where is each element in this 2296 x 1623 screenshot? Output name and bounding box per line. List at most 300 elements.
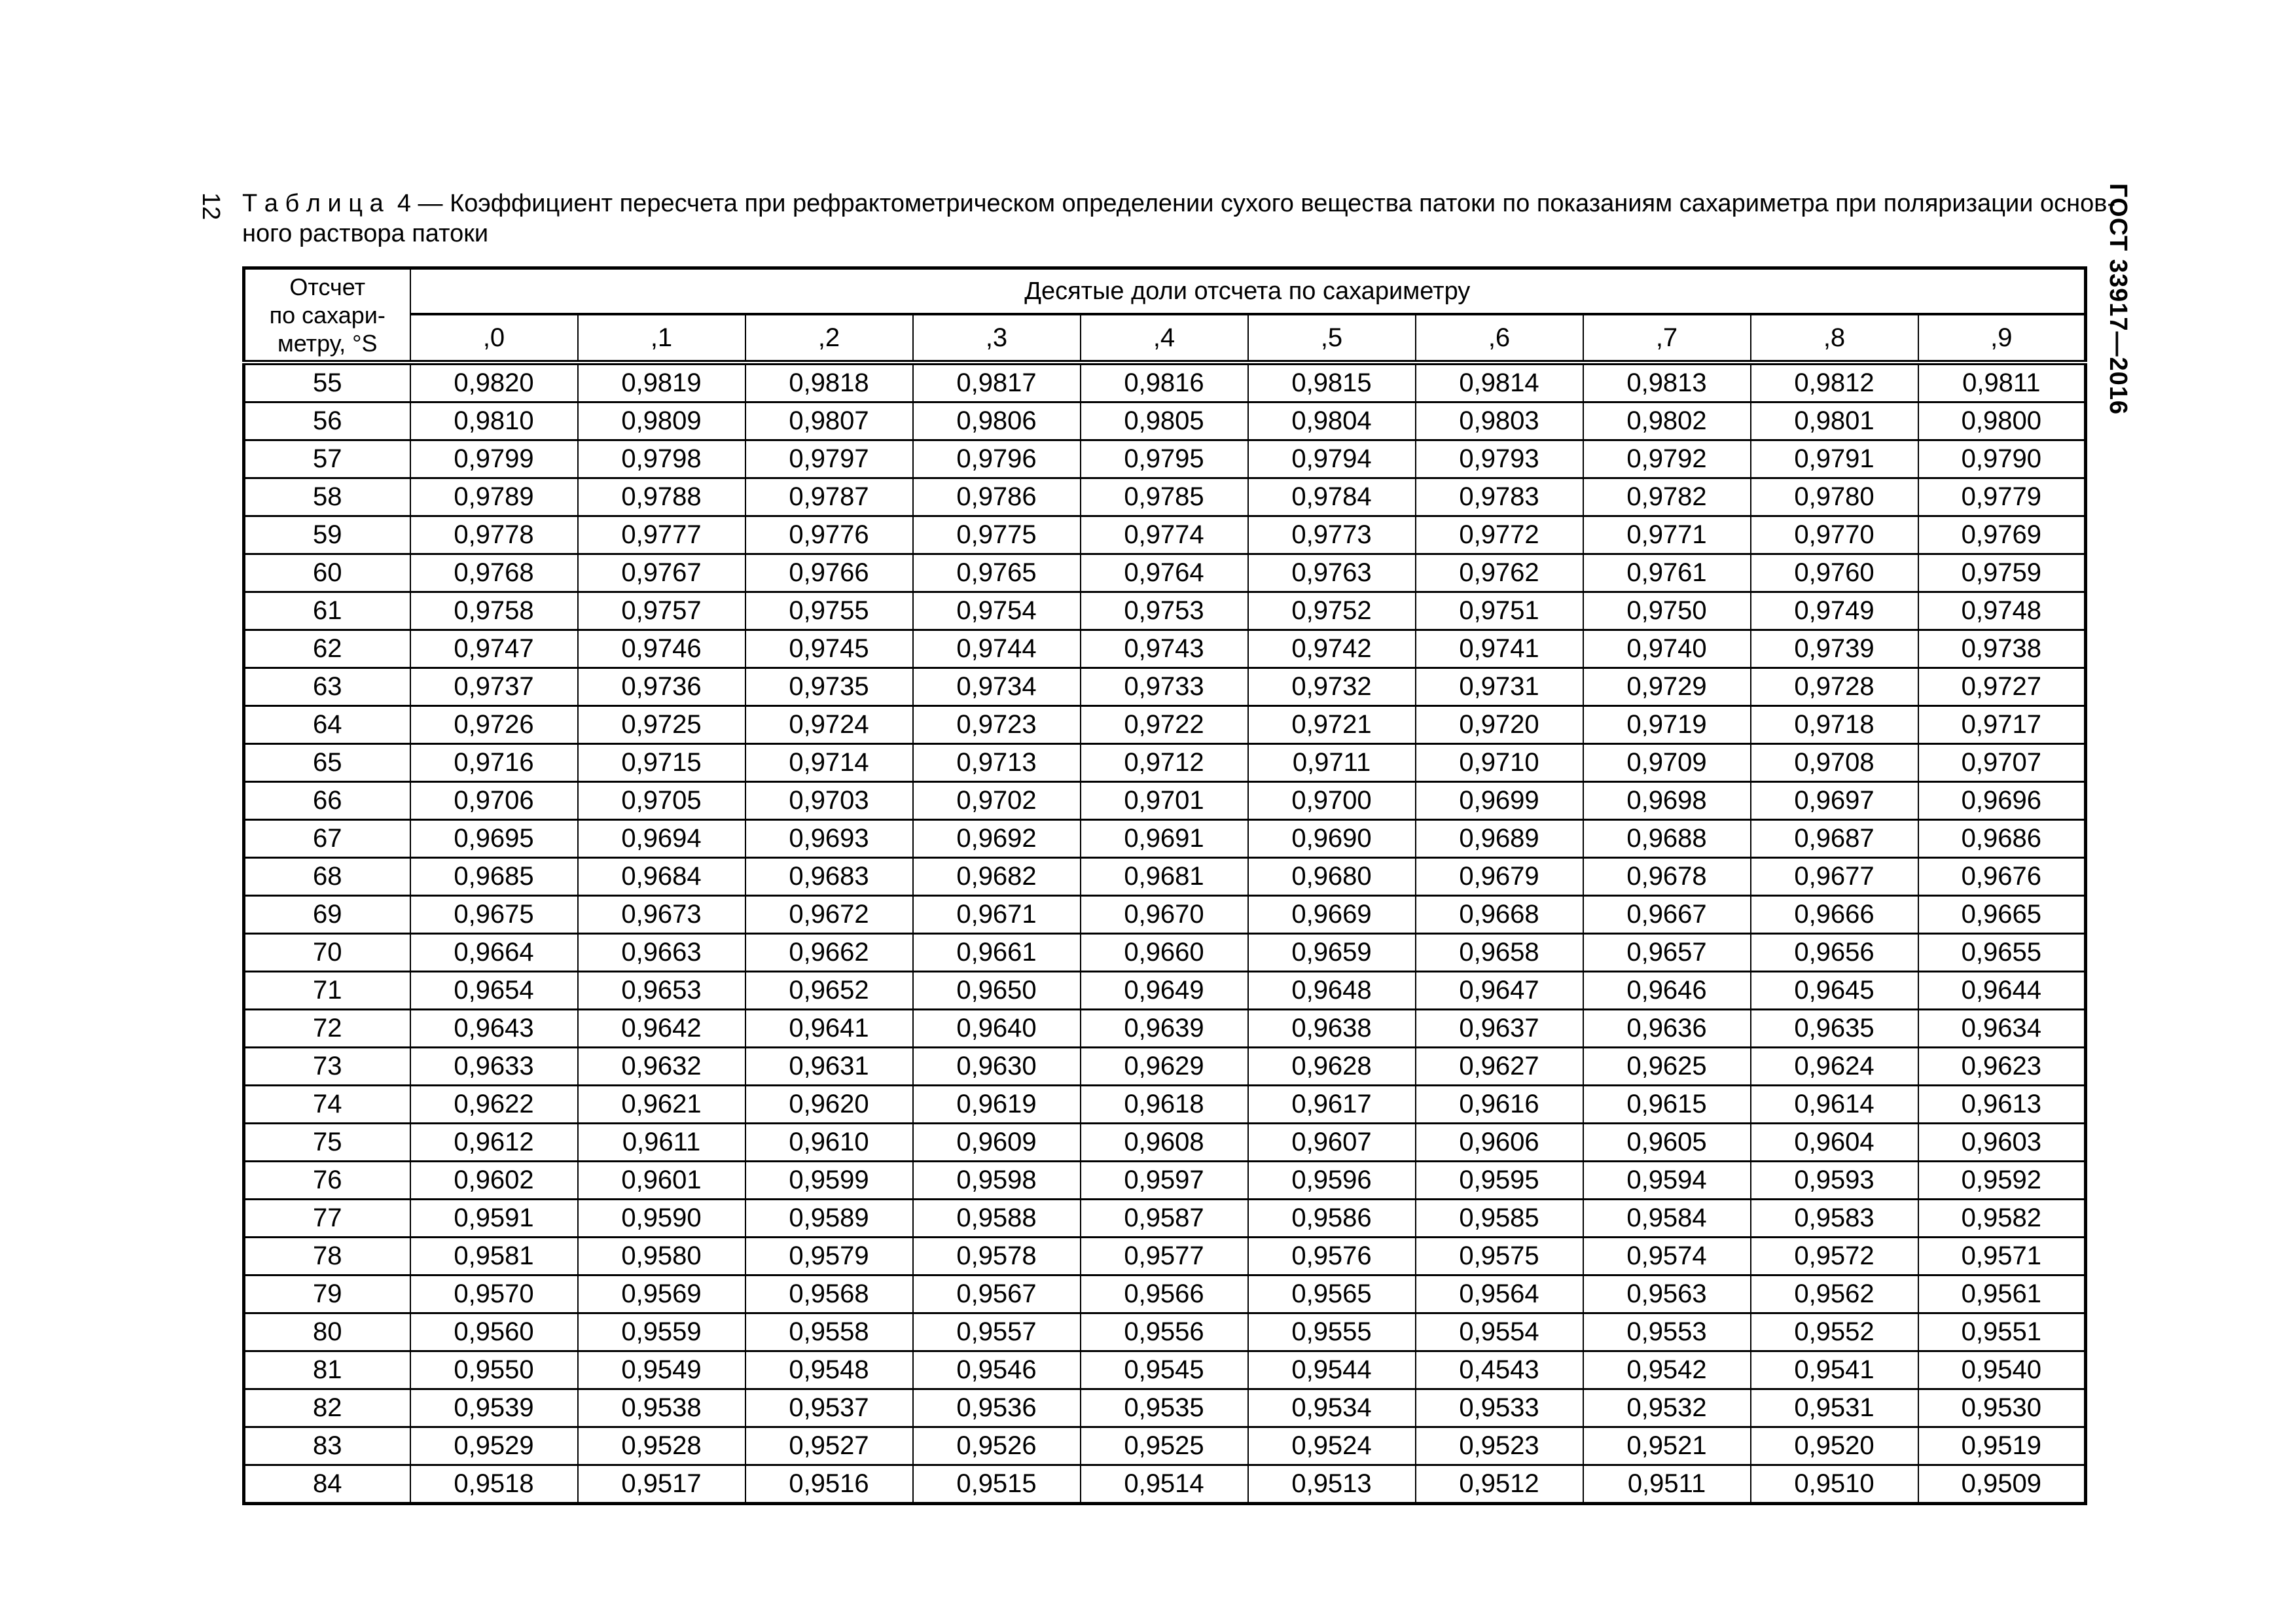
coefficient-cell: 0,9613 — [1918, 1086, 2086, 1124]
coefficient-cell: 0,9794 — [1248, 440, 1416, 478]
coefficient-cell: 0,9692 — [913, 820, 1081, 858]
coefficient-cell: 0,9580 — [578, 1238, 745, 1275]
coefficient-cell: 0,9775 — [913, 516, 1081, 554]
tenths-col-header: ,3 — [913, 314, 1081, 363]
coefficient-cell: 0,9725 — [578, 706, 745, 744]
coefficient-cell: 0,9665 — [1918, 896, 2086, 934]
coefficient-cell: 0,9533 — [1416, 1389, 1583, 1427]
coefficient-cell: 0,9785 — [1081, 478, 1248, 516]
coefficient-cell: 0,9571 — [1918, 1238, 2086, 1275]
coefficient-cell: 0,9612 — [410, 1124, 578, 1162]
table-row — [244, 554, 2086, 592]
coefficient-cell: 0,9592 — [1918, 1162, 2086, 1200]
coefficient-cell: 0,9567 — [913, 1275, 1081, 1313]
coefficient-cell: 0,9585 — [1416, 1200, 1583, 1238]
coefficient-cell: 0,9681 — [1081, 858, 1248, 896]
coefficient-cell: 0,9595 — [1416, 1162, 1583, 1200]
coefficient-cell: 0,9639 — [1081, 1010, 1248, 1048]
coefficient-cell: 0,9640 — [913, 1010, 1081, 1048]
coefficient-cell: 0,9606 — [1416, 1124, 1583, 1162]
coefficient-cell: 0,9814 — [1416, 363, 1583, 402]
coefficient-cell: 0,9614 — [1751, 1086, 1918, 1124]
coefficient-cell: 0,9636 — [1583, 1010, 1751, 1048]
coefficient-cell: 0,9772 — [1416, 516, 1583, 554]
coefficient-cell: 0,9568 — [745, 1275, 913, 1313]
coefficient-cell: 0,9726 — [410, 706, 578, 744]
coefficient-cell: 0,9776 — [745, 516, 913, 554]
coefficient-cell: 0,9638 — [1248, 1010, 1416, 1048]
coefficient-cell: 0,9714 — [745, 744, 913, 782]
coefficient-cell: 0,9680 — [1248, 858, 1416, 896]
coefficient-cell: 0,9635 — [1751, 1010, 1918, 1048]
coefficient-cell: 0,9578 — [913, 1238, 1081, 1275]
coefficient-cell: 0,9631 — [745, 1048, 913, 1086]
coefficient-cell: 0,9784 — [1248, 478, 1416, 516]
coefficient-cell: 0,9696 — [1918, 782, 2086, 820]
coefficient-cell: 0,9780 — [1751, 478, 1918, 516]
saccharimeter-reading-cell: 63 — [244, 668, 410, 706]
coefficient-cell: 0,9627 — [1416, 1048, 1583, 1086]
coefficient-cell: 0,9690 — [1248, 820, 1416, 858]
coefficient-cell: 0,9769 — [1918, 516, 2086, 554]
coefficient-cell: 0,9774 — [1081, 516, 1248, 554]
table-row — [244, 440, 2086, 478]
coefficient-cell: 0,9791 — [1751, 440, 1918, 478]
coefficient-cell: 0,9599 — [745, 1162, 913, 1200]
coefficient-cell: 0,9728 — [1751, 668, 1918, 706]
coefficient-cell: 0,9570 — [410, 1275, 578, 1313]
coefficient-cell: 0,9518 — [410, 1465, 578, 1504]
coefficient-cell: 0,9575 — [1416, 1238, 1583, 1275]
coefficient-cell: 0,9759 — [1918, 554, 2086, 592]
coefficient-cell: 0,9733 — [1081, 668, 1248, 706]
coefficient-cell: 0,9766 — [745, 554, 913, 592]
coefficient-cell: 0,9605 — [1583, 1124, 1751, 1162]
coefficient-cell: 0,9669 — [1248, 896, 1416, 934]
coefficient-cell: 0,9689 — [1416, 820, 1583, 858]
coefficient-cell: 0,9705 — [578, 782, 745, 820]
tenths-span-header: Десятые доли отсчета по сахариметру — [410, 268, 2086, 315]
table-row — [244, 1313, 2086, 1351]
coefficient-cell: 0,9706 — [410, 782, 578, 820]
coefficient-cell: 0,9779 — [1918, 478, 2086, 516]
saccharimeter-reading-cell: 76 — [244, 1162, 410, 1200]
coefficient-cell: 0,9524 — [1248, 1427, 1416, 1465]
coefficient-cell: 0,9581 — [410, 1238, 578, 1275]
page-number: 12 — [197, 192, 224, 221]
coefficient-cell: 0,9574 — [1583, 1238, 1751, 1275]
saccharimeter-reading-cell: 77 — [244, 1200, 410, 1238]
table-row — [244, 1275, 2086, 1313]
coefficient-cell: 0,9527 — [745, 1427, 913, 1465]
coefficient-cell: 0,9804 — [1248, 402, 1416, 440]
coefficient-cell: 0,9554 — [1416, 1313, 1583, 1351]
coefficient-cell: 0,9817 — [913, 363, 1081, 402]
coefficient-cell: 0,9648 — [1248, 972, 1416, 1010]
coefficient-cell: 0,9628 — [1248, 1048, 1416, 1086]
coefficient-cell: 0,9679 — [1416, 858, 1583, 896]
tenths-col-header: ,7 — [1583, 314, 1751, 363]
coefficient-cell: 0,9559 — [578, 1313, 745, 1351]
tenths-col-header: ,1 — [578, 314, 745, 363]
corner-header-line: Отсчет — [289, 273, 366, 300]
coefficient-cell: 0,9650 — [913, 972, 1081, 1010]
coefficient-cell: 0,9538 — [578, 1389, 745, 1427]
table-row — [244, 1238, 2086, 1275]
coefficient-cell: 0,9723 — [913, 706, 1081, 744]
coefficient-cell: 0,9542 — [1583, 1351, 1751, 1389]
coefficient-cell: 0,9677 — [1751, 858, 1918, 896]
coefficient-cell: 0,9546 — [913, 1351, 1081, 1389]
coefficient-cell: 0,9698 — [1583, 782, 1751, 820]
coefficient-cell: 0,9666 — [1751, 896, 1918, 934]
table-row — [244, 1162, 2086, 1200]
coefficient-cell: 0,9632 — [578, 1048, 745, 1086]
coefficient-cell: 0,9763 — [1248, 554, 1416, 592]
saccharimeter-reading-cell: 56 — [244, 402, 410, 440]
coefficient-cell: 0,9630 — [913, 1048, 1081, 1086]
coefficient-cell: 0,9778 — [410, 516, 578, 554]
coefficient-cell: 0,9797 — [745, 440, 913, 478]
table-body — [244, 363, 2086, 1504]
coefficient-cell: 0,9516 — [745, 1465, 913, 1504]
coefficient-cell: 0,9586 — [1248, 1200, 1416, 1238]
coefficient-cell: 0,9672 — [745, 896, 913, 934]
coefficient-cell: 0,9654 — [410, 972, 578, 1010]
coefficient-cell: 0,9761 — [1583, 554, 1751, 592]
coefficient-cell: 0,9609 — [913, 1124, 1081, 1162]
coefficient-cell: 0,9660 — [1081, 934, 1248, 972]
coefficient-cell: 0,9535 — [1081, 1389, 1248, 1427]
coefficient-cell: 0,9661 — [913, 934, 1081, 972]
coefficient-cell: 0,9721 — [1248, 706, 1416, 744]
saccharimeter-reading-cell: 73 — [244, 1048, 410, 1086]
coefficient-cell: 0,9701 — [1081, 782, 1248, 820]
coefficient-cell: 0,9744 — [913, 630, 1081, 668]
table-row — [244, 668, 2086, 706]
coefficient-cell: 0,9633 — [410, 1048, 578, 1086]
tenths-col-header: ,9 — [1918, 314, 2086, 363]
standard-designation: ГОСТ 33917—2016 — [2104, 183, 2132, 416]
coefficient-cell: 0,9818 — [745, 363, 913, 402]
coefficient-cell: 0,9820 — [410, 363, 578, 402]
coefficient-cell: 0,9727 — [1918, 668, 2086, 706]
saccharimeter-reading-cell: 62 — [244, 630, 410, 668]
coefficient-cell: 0,9748 — [1918, 592, 2086, 630]
coefficient-cell: 0,9637 — [1416, 1010, 1583, 1048]
coefficient-cell: 0,9805 — [1081, 402, 1248, 440]
table-row — [244, 1124, 2086, 1162]
coefficient-cell: 0,9589 — [745, 1200, 913, 1238]
coefficient-cell: 0,9658 — [1416, 934, 1583, 972]
coefficient-cell: 0,9670 — [1081, 896, 1248, 934]
coefficient-cell: 0,9587 — [1081, 1200, 1248, 1238]
coefficient-cell: 0,9777 — [578, 516, 745, 554]
coefficient-cell: 0,9625 — [1583, 1048, 1751, 1086]
coefficient-cell: 0,9549 — [578, 1351, 745, 1389]
coefficient-cell: 0,9673 — [578, 896, 745, 934]
coefficient-cell: 0,9743 — [1081, 630, 1248, 668]
coefficient-cell: 0,9731 — [1416, 668, 1583, 706]
coefficient-cell: 0,9532 — [1583, 1389, 1751, 1427]
coefficient-cell: 0,9735 — [745, 668, 913, 706]
saccharimeter-reading-cell: 58 — [244, 478, 410, 516]
coefficient-cell: 0,9758 — [410, 592, 578, 630]
corner-header-line: метру, °S — [278, 329, 378, 357]
table-row — [244, 934, 2086, 972]
coefficient-cell: 0,9519 — [1918, 1427, 2086, 1465]
coefficient-cell: 0,9702 — [913, 782, 1081, 820]
coefficient-cell: 0,9815 — [1248, 363, 1416, 402]
coefficient-cell: 0,9757 — [578, 592, 745, 630]
coefficient-cell: 0,9601 — [578, 1162, 745, 1200]
coefficient-cell: 0,9813 — [1583, 363, 1751, 402]
table-row — [244, 516, 2086, 554]
saccharimeter-reading-cell: 59 — [244, 516, 410, 554]
coefficient-cell: 0,9742 — [1248, 630, 1416, 668]
coefficient-cell: 0,9783 — [1416, 478, 1583, 516]
saccharimeter-reading-cell: 80 — [244, 1313, 410, 1351]
coefficient-cell: 0,9617 — [1248, 1086, 1416, 1124]
saccharimeter-reading-cell: 57 — [244, 440, 410, 478]
coefficient-cell: 0,9623 — [1918, 1048, 2086, 1086]
coefficient-cell: 0,9657 — [1583, 934, 1751, 972]
coefficient-cell: 0,9582 — [1918, 1200, 2086, 1238]
table-row — [244, 972, 2086, 1010]
coefficient-cell: 0,9687 — [1751, 820, 1918, 858]
coefficient-cell: 0,9771 — [1583, 516, 1751, 554]
coefficient-cell: 0,9598 — [913, 1162, 1081, 1200]
saccharimeter-reading-cell: 84 — [244, 1465, 410, 1504]
coefficient-cell: 0,9688 — [1583, 820, 1751, 858]
coefficient-cell: 0,9619 — [913, 1086, 1081, 1124]
coefficient-cell: 0,9697 — [1751, 782, 1918, 820]
coefficient-cell: 0,9768 — [410, 554, 578, 592]
coefficient-cell: 0,9544 — [1248, 1351, 1416, 1389]
saccharimeter-reading-cell: 66 — [244, 782, 410, 820]
coefficient-cell: 0,9588 — [913, 1200, 1081, 1238]
coefficient-cell: 0,9753 — [1081, 592, 1248, 630]
coefficient-cell: 0,9539 — [410, 1389, 578, 1427]
coefficient-cell: 0,9683 — [745, 858, 913, 896]
header-row-tenths — [244, 314, 2086, 363]
coefficient-cell: 0,9583 — [1751, 1200, 1918, 1238]
coefficient-cell: 0,9593 — [1751, 1162, 1918, 1200]
header-row-span — [244, 268, 2086, 315]
table-row — [244, 402, 2086, 440]
table-row — [244, 478, 2086, 516]
coefficient-cell: 0,9608 — [1081, 1124, 1248, 1162]
coefficient-cell: 0,9754 — [913, 592, 1081, 630]
coefficient-cell: 0,9646 — [1583, 972, 1751, 1010]
coefficient-cell: 0,9802 — [1583, 402, 1751, 440]
coefficient-cell: 0,9642 — [578, 1010, 745, 1048]
coefficient-cell: 0,9746 — [578, 630, 745, 668]
coefficient-cell: 0,9563 — [1583, 1275, 1751, 1313]
table-row — [244, 1200, 2086, 1238]
coefficient-cell: 0,9579 — [745, 1238, 913, 1275]
saccharimeter-reading-cell: 68 — [244, 858, 410, 896]
coefficient-cell: 0,9513 — [1248, 1465, 1416, 1504]
coefficient-cell: 0,9699 — [1416, 782, 1583, 820]
coefficient-cell: 0,9691 — [1081, 820, 1248, 858]
table-row — [244, 1389, 2086, 1427]
coefficient-cell: 0,9724 — [745, 706, 913, 744]
table-row — [244, 820, 2086, 858]
coefficient-cell: 0,9712 — [1081, 744, 1248, 782]
saccharimeter-reading-cell: 75 — [244, 1124, 410, 1162]
saccharimeter-reading-cell: 72 — [244, 1010, 410, 1048]
coefficient-cell: 0,9717 — [1918, 706, 2086, 744]
tenths-col-header: ,0 — [410, 314, 578, 363]
saccharimeter-reading-cell: 61 — [244, 592, 410, 630]
coefficient-cell: 0,9786 — [913, 478, 1081, 516]
coefficient-cell: 0,9530 — [1918, 1389, 2086, 1427]
coefficient-cell: 0,9576 — [1248, 1238, 1416, 1275]
coefficient-cell: 0,9541 — [1751, 1351, 1918, 1389]
coefficient-cell: 0,9741 — [1416, 630, 1583, 668]
saccharimeter-reading-cell: 65 — [244, 744, 410, 782]
coefficient-cell: 0,9793 — [1416, 440, 1583, 478]
coefficient-cell: 0,9529 — [410, 1427, 578, 1465]
saccharimeter-reading-cell: 69 — [244, 896, 410, 934]
coefficient-cell: 0,9525 — [1081, 1427, 1248, 1465]
coefficient-cell: 0,9569 — [578, 1275, 745, 1313]
coefficient-cell: 0,9711 — [1248, 744, 1416, 782]
coefficient-cell: 0,9676 — [1918, 858, 2086, 896]
table-row — [244, 706, 2086, 744]
coefficient-cell: 0,9799 — [410, 440, 578, 478]
coefficient-cell: 0,9806 — [913, 402, 1081, 440]
coefficient-cell: 0,9594 — [1583, 1162, 1751, 1200]
coefficient-cell: 0,9618 — [1081, 1086, 1248, 1124]
coefficient-cell: 0,9722 — [1081, 706, 1248, 744]
coefficient-cell: 0,9531 — [1751, 1389, 1918, 1427]
coefficient-cell: 0,9773 — [1248, 516, 1416, 554]
coefficient-cell: 0,9809 — [578, 402, 745, 440]
coefficient-cell: 0,9649 — [1081, 972, 1248, 1010]
coefficient-cell: 0,9556 — [1081, 1313, 1248, 1351]
coefficient-cell: 0,9611 — [578, 1124, 745, 1162]
coefficient-cell: 0,9521 — [1583, 1427, 1751, 1465]
coefficient-cell: 0,9703 — [745, 782, 913, 820]
coefficient-cell: 0,9647 — [1416, 972, 1583, 1010]
table-caption-line2: ного раствора патоки — [242, 220, 489, 247]
coefficient-cell: 0,9534 — [1248, 1389, 1416, 1427]
saccharimeter-reading-cell: 74 — [244, 1086, 410, 1124]
coefficient-cell: 0,9709 — [1583, 744, 1751, 782]
coefficient-cell: 0,9787 — [745, 478, 913, 516]
coefficient-cell: 0,9558 — [745, 1313, 913, 1351]
coefficient-cell: 0,9710 — [1416, 744, 1583, 782]
coefficient-cell: 0,9796 — [913, 440, 1081, 478]
table-row — [244, 1427, 2086, 1465]
saccharimeter-reading-cell: 82 — [244, 1389, 410, 1427]
coefficient-cell: 0,9678 — [1583, 858, 1751, 896]
table-caption — [242, 188, 2127, 249]
table-row — [244, 1465, 2086, 1504]
table-row — [244, 1086, 2086, 1124]
coefficient-cell: 0,9591 — [410, 1200, 578, 1238]
saccharimeter-reading-cell: 83 — [244, 1427, 410, 1465]
coefficient-cell: 0,9684 — [578, 858, 745, 896]
coefficient-cell: 0,9564 — [1416, 1275, 1583, 1313]
table-row — [244, 1351, 2086, 1389]
coefficient-cell: 0,9664 — [410, 934, 578, 972]
tenths-col-header: ,8 — [1751, 314, 1918, 363]
corner-header — [244, 268, 410, 363]
coefficient-cell: 0,9643 — [410, 1010, 578, 1048]
coefficient-cell: 0,9790 — [1918, 440, 2086, 478]
coefficient-cell: 0,9590 — [578, 1200, 745, 1238]
coefficient-cell: 0,9528 — [578, 1427, 745, 1465]
coefficient-cell: 0,9536 — [913, 1389, 1081, 1427]
coefficient-cell: 0,9732 — [1248, 668, 1416, 706]
coefficient-cell: 0,9515 — [913, 1465, 1081, 1504]
coefficient-cell: 0,9798 — [578, 440, 745, 478]
coefficient-cell: 0,9602 — [410, 1162, 578, 1200]
coefficient-cell: 0,9700 — [1248, 782, 1416, 820]
table-row — [244, 896, 2086, 934]
saccharimeter-reading-cell: 79 — [244, 1275, 410, 1313]
coefficient-cell: 0,9755 — [745, 592, 913, 630]
coefficient-cell: 0,9540 — [1918, 1351, 2086, 1389]
coefficient-cell: 0,9694 — [578, 820, 745, 858]
coefficient-cell: 0,9682 — [913, 858, 1081, 896]
corner-header-line: по сахари- — [269, 301, 386, 329]
tenths-col-header: ,5 — [1248, 314, 1416, 363]
coefficient-cell: 0,9552 — [1751, 1313, 1918, 1351]
coefficient-cell: 0,9577 — [1081, 1238, 1248, 1275]
coefficient-cell: 0,9511 — [1583, 1465, 1751, 1504]
coefficient-cell: 0,9622 — [410, 1086, 578, 1124]
coefficient-cell: 0,9510 — [1751, 1465, 1918, 1504]
coefficient-cell: 0,9715 — [578, 744, 745, 782]
coefficient-cell: 0,9641 — [745, 1010, 913, 1048]
coefficient-cell: 0,9553 — [1583, 1313, 1751, 1351]
coefficient-cell: 0,9667 — [1583, 896, 1751, 934]
coefficient-cell: 0,9668 — [1416, 896, 1583, 934]
table-row — [244, 1010, 2086, 1048]
coefficient-cell: 0,9734 — [913, 668, 1081, 706]
coefficient-cell: 0,9792 — [1583, 440, 1751, 478]
coefficient-cell: 0,9750 — [1583, 592, 1751, 630]
tenths-col-header: ,4 — [1081, 314, 1248, 363]
coefficient-cell: 0,9663 — [578, 934, 745, 972]
coefficient-cell: 0,9656 — [1751, 934, 1918, 972]
coefficient-cell: 0,9671 — [913, 896, 1081, 934]
table-row — [244, 363, 2086, 402]
table-row — [244, 592, 2086, 630]
coefficient-cell: 0,9620 — [745, 1086, 913, 1124]
coefficient-cell: 0,9597 — [1081, 1162, 1248, 1200]
coefficient-cell: 0,9560 — [410, 1313, 578, 1351]
coefficient-table — [242, 266, 2087, 1505]
coefficient-cell: 0,9718 — [1751, 706, 1918, 744]
coefficient-cell: 0,9659 — [1248, 934, 1416, 972]
coefficient-cell: 0,9736 — [578, 668, 745, 706]
coefficient-cell: 0,9807 — [745, 402, 913, 440]
coefficient-cell: 0,9662 — [745, 934, 913, 972]
table-row — [244, 744, 2086, 782]
coefficient-cell: 0,9713 — [913, 744, 1081, 782]
coefficient-cell: 0,9729 — [1583, 668, 1751, 706]
saccharimeter-reading-cell: 60 — [244, 554, 410, 592]
saccharimeter-reading-cell: 64 — [244, 706, 410, 744]
saccharimeter-reading-cell: 55 — [244, 363, 410, 402]
coefficient-cell: 0,9739 — [1751, 630, 1918, 668]
tenths-col-header: ,2 — [745, 314, 913, 363]
